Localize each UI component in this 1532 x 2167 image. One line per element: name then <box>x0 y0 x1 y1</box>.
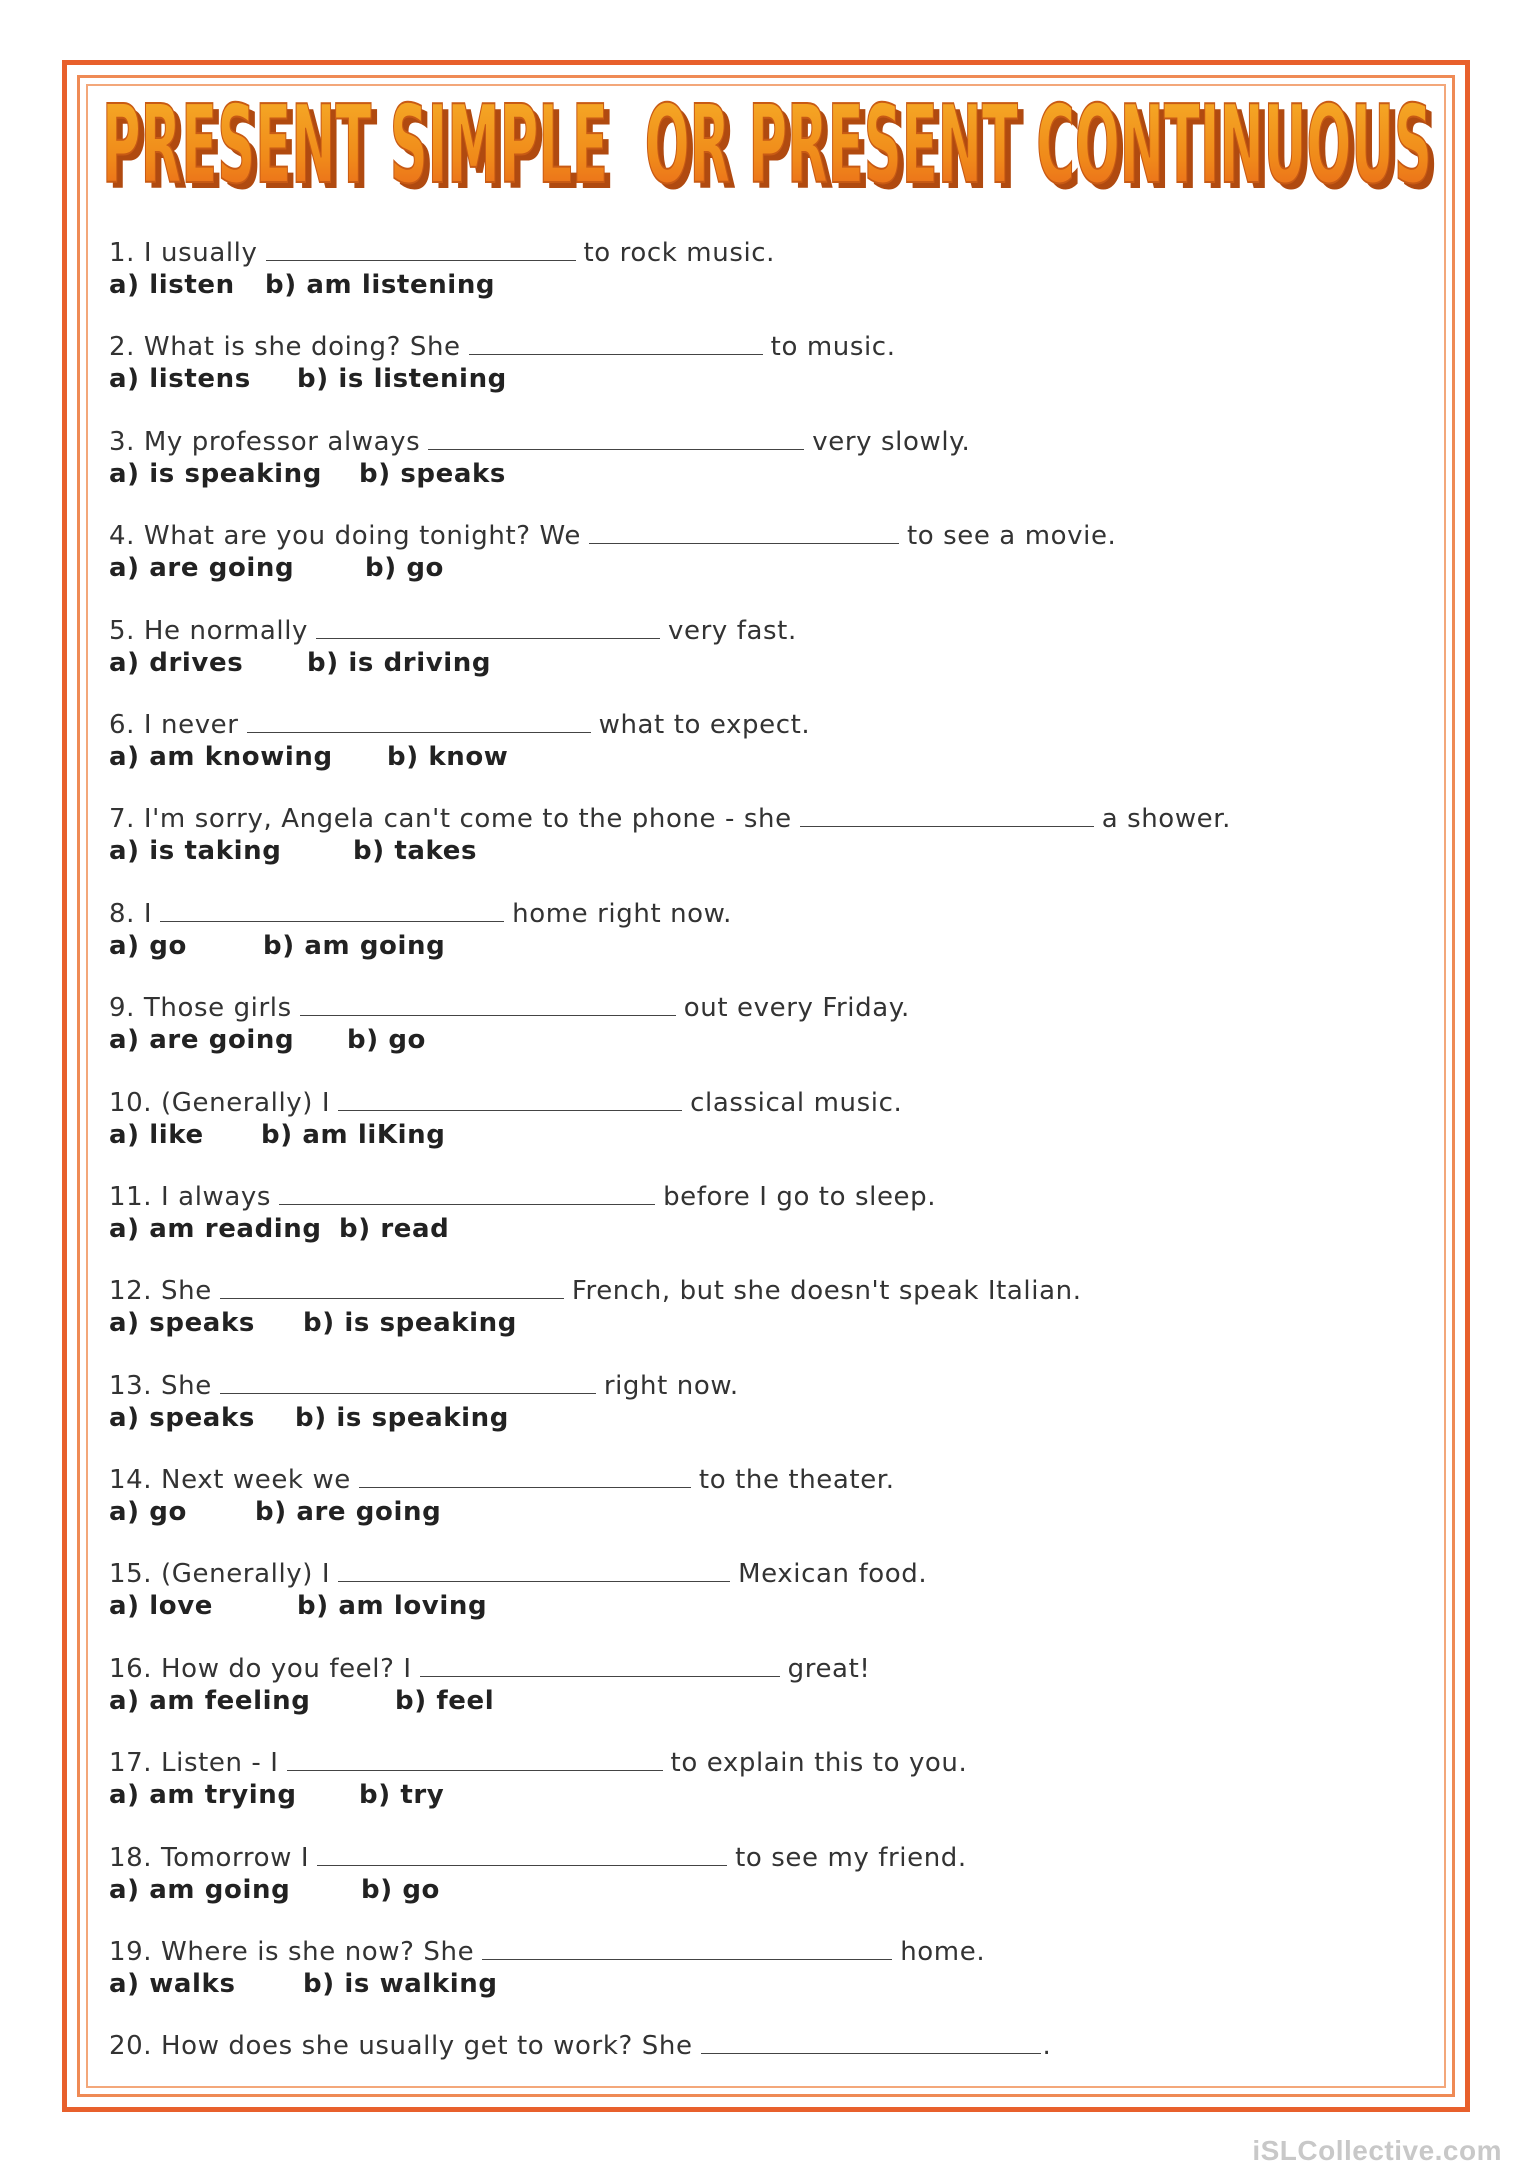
question-number: 5. <box>109 615 136 646</box>
answer-blank[interactable] <box>247 708 591 733</box>
question-text-after: very fast. <box>668 615 797 646</box>
option-b[interactable]: b) are going <box>255 1497 442 1528</box>
question-text-before: I <box>143 898 153 929</box>
question-text-after: before I go to sleep. <box>663 1181 937 1212</box>
question-text-before: I'm sorry, Angela can't come to the phone - she <box>143 804 792 835</box>
option-a[interactable]: a) walks <box>109 1969 236 2000</box>
option-a[interactable]: a) are going <box>109 553 295 584</box>
question-number: 9. <box>109 993 136 1024</box>
question-number: 11. <box>109 1181 153 1212</box>
option-a[interactable]: a) am knowing <box>109 741 333 772</box>
option-b[interactable]: b) am loving <box>297 1591 488 1622</box>
answer-blank[interactable] <box>316 614 660 639</box>
option-a[interactable]: a) speaks <box>109 1402 255 1433</box>
answer-blank[interactable] <box>220 1369 596 1394</box>
question-5 <box>109 614 1409 708</box>
question-1 <box>109 236 1409 330</box>
option-a[interactable]: a) am going <box>109 1874 291 1905</box>
question-17 <box>109 1746 1409 1840</box>
question-number: 19. <box>109 1937 153 1968</box>
option-b[interactable]: b) go <box>361 1874 441 1905</box>
question-text-after: . <box>1042 2031 1052 2062</box>
question-text-before: How do you feel? I <box>161 1653 412 1684</box>
option-b[interactable]: b) know <box>387 741 509 772</box>
question-text-before: Tomorrow I <box>161 1842 310 1873</box>
answer-blank[interactable] <box>469 330 763 355</box>
answer-blank[interactable] <box>359 1463 691 1488</box>
option-a[interactable]: a) are going <box>109 1025 295 1056</box>
question-number: 15. <box>109 1559 153 1590</box>
option-b[interactable]: b) is speaking <box>295 1402 509 1433</box>
question-number: 16. <box>109 1653 153 1684</box>
question-4 <box>109 519 1409 613</box>
option-a[interactable]: a) speaks <box>109 1308 255 1339</box>
answer-blank[interactable] <box>482 1935 892 1960</box>
option-b[interactable]: b) go <box>347 1025 427 1056</box>
question-8 <box>109 897 1409 991</box>
question-11 <box>109 1180 1409 1274</box>
question-number: 3. <box>109 426 136 457</box>
question-text-after: to see my friend. <box>735 1842 967 1873</box>
answer-blank[interactable] <box>266 236 576 261</box>
question-number: 8. <box>109 898 136 929</box>
question-text-before: Next week we <box>161 1465 351 1496</box>
answer-blank[interactable] <box>338 1557 730 1582</box>
question-text-before: My professor always <box>143 426 421 457</box>
question-number: 13. <box>109 1370 153 1401</box>
answer-blank[interactable] <box>317 1841 727 1866</box>
option-a[interactable]: a) go <box>109 930 187 961</box>
option-a[interactable]: a) love <box>109 1591 214 1622</box>
question-number: 17. <box>109 1748 153 1779</box>
option-b[interactable]: b) am liKing <box>261 1119 446 1150</box>
question-text-after: to explain this to you. <box>670 1748 968 1779</box>
option-b[interactable]: b) go <box>365 553 445 584</box>
option-b[interactable]: b) feel <box>395 1685 495 1716</box>
question-number: 7. <box>109 804 136 835</box>
question-number: 1. <box>109 238 136 268</box>
question-text-after: to see a movie. <box>906 521 1117 552</box>
question-number: 10. <box>109 1087 153 1118</box>
question-text-after: Mexican food. <box>738 1559 928 1590</box>
question-text-after: classical music. <box>690 1087 903 1118</box>
question-text-before: I usually <box>143 238 258 268</box>
option-b[interactable]: b) is listening <box>297 364 507 395</box>
question-number: 18. <box>109 1842 153 1873</box>
option-a[interactable]: a) listens <box>109 364 251 395</box>
question-text-before: (Generally) I <box>161 1087 331 1118</box>
answer-blank[interactable] <box>800 802 1094 827</box>
question-19 <box>109 1935 1409 2029</box>
question-text-before: What are you doing tonight? We <box>143 521 581 552</box>
option-a[interactable]: a) is taking <box>109 836 282 867</box>
answer-blank[interactable] <box>428 425 804 450</box>
question-3 <box>109 425 1409 519</box>
option-a[interactable]: a) am reading <box>109 1213 322 1244</box>
answer-blank[interactable] <box>287 1746 663 1771</box>
question-18 <box>109 1841 1409 1935</box>
question-text-after: to the theater. <box>698 1465 895 1496</box>
question-text-after: a shower. <box>1101 804 1232 835</box>
question-number: 20. <box>109 2031 153 2062</box>
worksheet-title-shadow: PRESENT SIMPLE OR PRESENT CONTINUOUS <box>108 89 1438 210</box>
question-7 <box>109 802 1409 896</box>
question-10 <box>109 1086 1409 1180</box>
question-text-after: home right now. <box>512 898 733 929</box>
question-text-after: what to expect. <box>598 709 811 740</box>
option-b[interactable]: b) read <box>339 1213 450 1244</box>
option-a[interactable]: a) listen <box>109 270 235 300</box>
question-text-before: I never <box>143 709 239 740</box>
question-number: 6. <box>109 709 136 740</box>
question-2 <box>109 330 1409 424</box>
question-text-before: How does she usually get to work? She <box>161 2031 693 2062</box>
option-b[interactable]: b) speaks <box>359 458 506 489</box>
question-text-after: great! <box>787 1653 871 1684</box>
question-13 <box>109 1369 1409 1463</box>
question-number: 12. <box>109 1276 153 1307</box>
option-b[interactable]: b) is walking <box>303 1969 498 2000</box>
question-text-before: He normally <box>143 615 309 646</box>
question-text-before: She <box>161 1370 212 1401</box>
question-list <box>109 236 1409 2124</box>
question-text-before: Where is she now? She <box>161 1937 475 1968</box>
option-b[interactable]: b) am going <box>263 930 446 961</box>
answer-blank[interactable] <box>220 1274 564 1299</box>
watermark: iSLCollective.com <box>1252 2135 1502 2166</box>
answer-blank[interactable] <box>701 2029 1041 2054</box>
question-number: 4. <box>109 521 136 552</box>
worksheet-title-text: PRESENT SIMPLE OR PRESENT CONTINUOUS <box>102 83 1432 208</box>
question-text-before: She <box>161 1276 212 1307</box>
option-b[interactable]: b) am listening <box>265 270 496 300</box>
question-14 <box>109 1463 1409 1557</box>
question-number: 2. <box>109 332 136 363</box>
question-9 <box>109 991 1409 1085</box>
worksheet-title <box>102 70 1442 210</box>
answer-blank[interactable] <box>338 1086 682 1111</box>
question-15 <box>109 1557 1409 1651</box>
question-text-after: out every Friday. <box>683 993 910 1024</box>
question-text-after: to rock music. <box>583 238 776 268</box>
answer-blank[interactable] <box>160 897 504 922</box>
answer-blank[interactable] <box>420 1652 780 1677</box>
question-16 <box>109 1652 1409 1746</box>
answer-blank[interactable] <box>279 1180 655 1205</box>
question-text-after: right now. <box>603 1370 739 1401</box>
question-text-after: to music. <box>770 332 896 363</box>
option-a[interactable]: a) go <box>109 1497 187 1528</box>
question-12 <box>109 1274 1409 1368</box>
question-number: 14. <box>109 1465 153 1496</box>
question-text-before: Listen - I <box>161 1748 279 1779</box>
option-b[interactable]: b) takes <box>353 836 478 867</box>
option-a[interactable]: a) am trying <box>109 1780 297 1811</box>
option-a[interactable]: a) am feeling <box>109 1685 311 1716</box>
question-text-before: I always <box>161 1181 272 1212</box>
question-text-before: (Generally) I <box>161 1559 331 1590</box>
option-a[interactable]: a) drives <box>109 647 244 678</box>
answer-blank[interactable] <box>589 519 899 544</box>
question-20 <box>109 2029 1409 2123</box>
question-text-after: very slowly. <box>812 426 971 457</box>
option-a[interactable]: a) is speaking <box>109 458 322 489</box>
question-text-after: home. <box>900 1937 986 1968</box>
question-text-after: French, but she doesn't speak Italian. <box>571 1276 1082 1307</box>
question-text-before: Those girls <box>143 993 292 1024</box>
option-b[interactable]: b) is driving <box>307 647 492 678</box>
option-b[interactable]: b) try <box>359 1780 445 1811</box>
option-a[interactable]: a) like <box>109 1119 204 1150</box>
question-text-before: What is she doing? She <box>143 332 461 363</box>
option-b[interactable]: b) is speaking <box>303 1308 517 1339</box>
answer-blank[interactable] <box>300 991 676 1016</box>
question-6 <box>109 708 1409 802</box>
